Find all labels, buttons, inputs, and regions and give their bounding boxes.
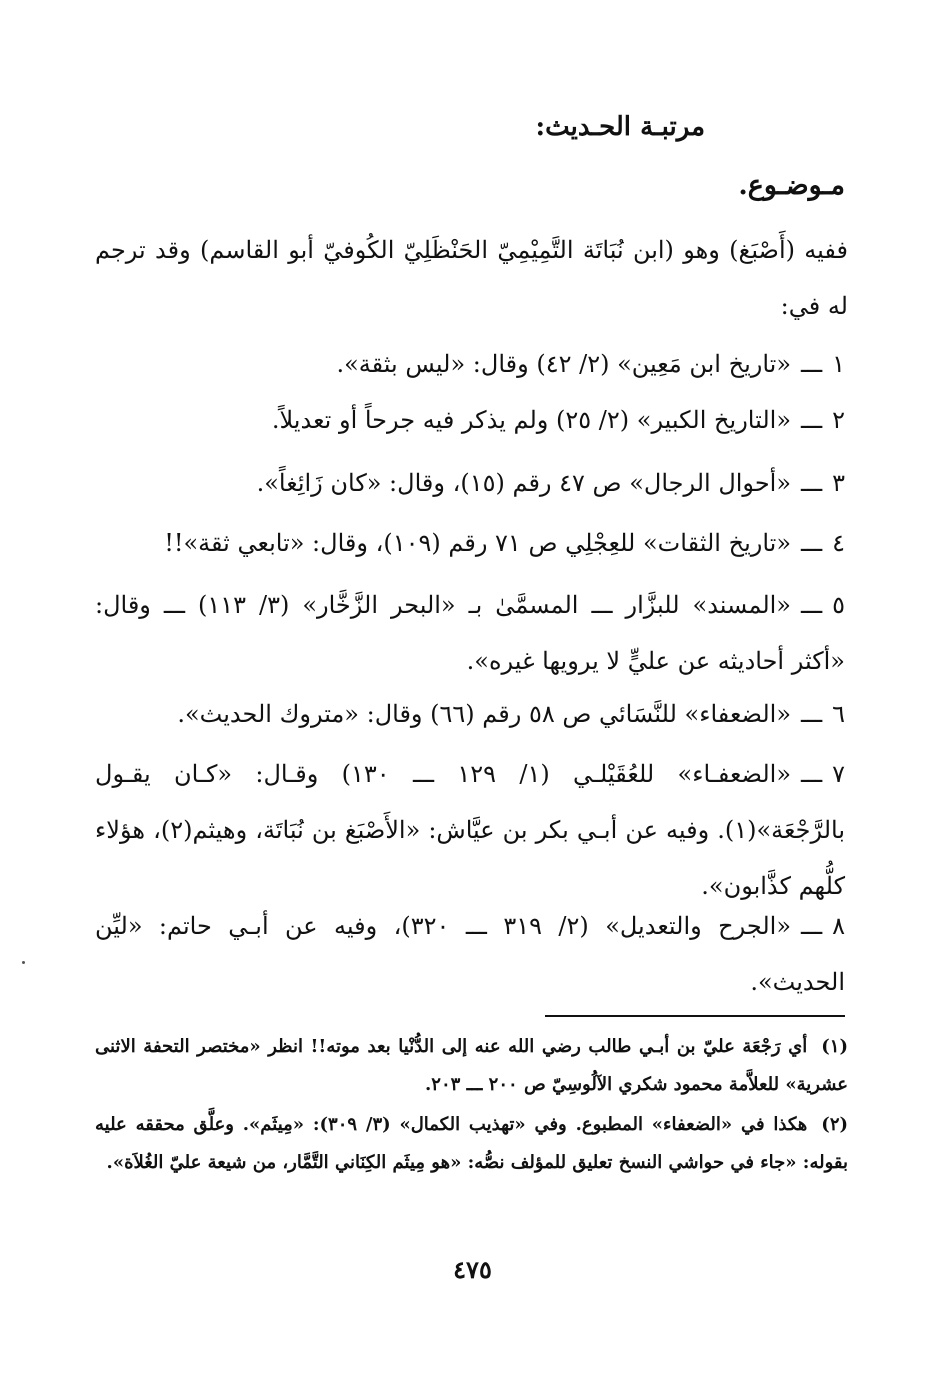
source-item-3	[95, 455, 845, 511]
item-number: ٢	[832, 406, 845, 434]
item-dash: ـــ	[801, 912, 823, 940]
source-item-8	[95, 898, 845, 1010]
source-item-4	[95, 515, 845, 571]
footnote-text: أي رَجْعَة عليّ بن أبـي طالب رضي الله عنه إلى الدُّنْيا بعد موته!! انظر «مختصر التحفة الاثنى عشرية» للعلاَّمة محمود شكري الآلُوسِيّ ص ٢٠٠ ـــ ٢٠٣.	[95, 1036, 848, 1095]
item-dash: ـــ	[801, 760, 823, 788]
page-number: ٤٧٥	[453, 1255, 492, 1284]
item-text: «المسند» للبزَّار ـــ المسمَّىٰ بـ «البحر الزَّخَّار» (٣/ ١١٣) ـــ وقال: «أكثر أحاديثه عن عليٍّ لا يرويها غيره».	[95, 591, 845, 675]
item-text: «أحوال الرجال» ص ٤٧ رقم (١٥)، وقال: «كان زَائِغاً».	[256, 469, 792, 497]
item-number: ٨	[832, 912, 846, 940]
item-dash: ـــ	[801, 406, 823, 434]
verdict: مـوضـوع.	[738, 170, 845, 201]
source-item-7	[95, 746, 845, 914]
source-item-6	[95, 686, 845, 742]
intro-paragraph: ففيه (أَصْبَغ) وهو (ابن نُبَاتَة التَّمِيْمِيّ الحَنْظَلِيّ الكُوفيّ أبو القاسم) وقد ترجم له في:	[95, 236, 848, 320]
item-number: ٧	[832, 760, 846, 788]
footnote-1	[95, 1028, 848, 1104]
footnote-text: هكذا في «الضعفاء» المطبوع. وفي «تهذيب الكمال» (٣/ ٣٠٩): «مِيثَم». وعلَّق محققه عليه بقوله: «جاء في حواشي النسخ تعليق للمؤلف نصُّه: «هو مِيثَم الكِنَاني التَّمَّار، من شيعة عليّ الغُلاَة».	[95, 1114, 848, 1173]
item-text: «تاريخ ابن مَعِين» (٢/ ٤٢) وقال: «ليس بثقة».	[336, 350, 792, 378]
item-text: «الضعفـاء» للعُقَيْلـي (١/ ١٢٩ ـــ ١٣٠) وقـال: «كـان يقـول بالرَّجْعَة»(١). وفيه عن أبـي بكر بن عيَّاش: «الأَصْبَغ بن نُبَاتَة، وهيثم(٢)، هؤلاء كلُّهم كذَّابون».	[95, 760, 845, 900]
scan-speck	[22, 961, 25, 964]
footnote-separator	[545, 1015, 845, 1017]
item-number: ٦	[832, 700, 845, 728]
item-text: «الجرح والتعديل» (٢/ ٣١٩ ـــ ٣٢٠)، وفيه عن أبـي حاتم: «ليِّن الحديث».	[95, 912, 845, 996]
source-item-2	[95, 392, 845, 448]
item-text: «التاريخ الكبير» (٢/ ٢٥) ولم يذكر فيه جرحاً أو تعديلاً.	[271, 406, 792, 434]
item-dash: ـــ	[801, 700, 823, 728]
item-text: «تاريخ الثقات» للعِجْلِي ص ٧١ رقم (١٠٩)، وقال: «تابعي ثقة»!!	[164, 529, 792, 557]
item-number: ١	[832, 350, 845, 378]
footnote-2	[95, 1106, 848, 1182]
item-dash: ـــ	[801, 591, 823, 619]
footnote-marker: (٢)	[821, 1114, 849, 1135]
source-item-5	[95, 577, 845, 689]
item-number: ٤	[832, 529, 845, 557]
item-number: ٥	[832, 591, 845, 619]
footnote-marker: (١)	[821, 1036, 848, 1057]
item-dash: ـــ	[801, 529, 823, 557]
item-dash: ـــ	[801, 469, 823, 497]
item-dash: ـــ	[801, 350, 823, 378]
item-text: «الضعفاء» للنَّسَائي ص ٥٨ رقم (٦٦) وقال: «متروك الحديث».	[177, 700, 792, 728]
source-item-1	[95, 336, 845, 392]
item-number: ٣	[832, 469, 845, 497]
section-heading: مرتبـة الحـديث:	[535, 112, 705, 142]
